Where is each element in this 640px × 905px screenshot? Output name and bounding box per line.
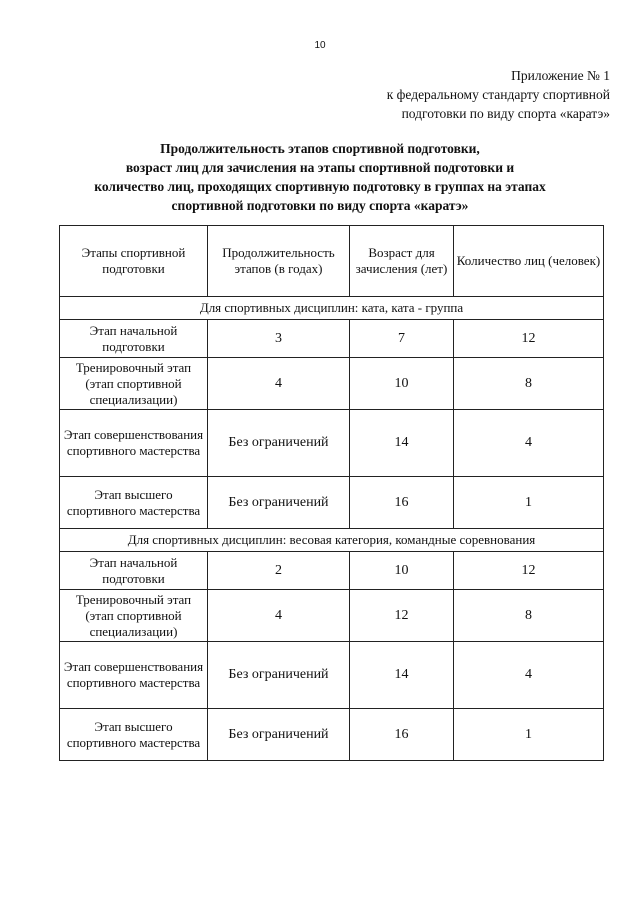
stage-cell: Этап высшего спортивного мастерства bbox=[60, 709, 208, 761]
duration-cell: 4 bbox=[208, 358, 350, 410]
duration-cell: 4 bbox=[208, 590, 350, 642]
duration-cell: 2 bbox=[208, 552, 350, 590]
appendix-line: к федеральному стандарту спортивной bbox=[386, 87, 610, 102]
header-age: Возраст для зачисления (лет) bbox=[350, 226, 454, 297]
document-title bbox=[0, 139, 640, 215]
table-row bbox=[60, 477, 604, 529]
count-cell: 4 bbox=[454, 642, 604, 709]
stage-cell: Тренировочный этап (этап спортивной специализации) bbox=[60, 358, 208, 410]
count-cell: 4 bbox=[454, 410, 604, 477]
title-line: Продолжительность этапов спортивной подготовки, bbox=[160, 141, 480, 156]
appendix-line: подготовки по виду спорта «каратэ» bbox=[401, 106, 610, 121]
count-cell: 8 bbox=[454, 590, 604, 642]
title-line: спортивной подготовки по виду спорта «каратэ» bbox=[171, 198, 469, 213]
section-title: Для спортивных дисциплин: весовая категория, командные соревнования bbox=[60, 529, 604, 552]
appendix-note bbox=[280, 66, 610, 123]
stage-cell: Этап начальной подготовки bbox=[60, 320, 208, 358]
page-number: 10 bbox=[314, 40, 326, 51]
duration-cell: Без ограничений bbox=[208, 410, 350, 477]
table-row bbox=[60, 552, 604, 590]
section-row bbox=[60, 297, 604, 320]
header-count: Количество лиц (человек) bbox=[454, 226, 604, 297]
header-stage: Этапы спортивной подготовки bbox=[60, 226, 208, 297]
header-duration: Продолжительность этапов (в годах) bbox=[208, 226, 350, 297]
duration-cell: Без ограничений bbox=[208, 642, 350, 709]
count-cell: 12 bbox=[454, 320, 604, 358]
age-cell: 7 bbox=[350, 320, 454, 358]
age-cell: 14 bbox=[350, 642, 454, 709]
table-header-row bbox=[60, 226, 604, 297]
count-cell: 1 bbox=[454, 477, 604, 529]
duration-cell: Без ограничений bbox=[208, 477, 350, 529]
stages-table bbox=[59, 225, 604, 761]
stage-cell: Этап совершенствования спортивного мастерства bbox=[60, 410, 208, 477]
age-cell: 10 bbox=[350, 358, 454, 410]
age-cell: 12 bbox=[350, 590, 454, 642]
count-cell: 1 bbox=[454, 709, 604, 761]
table-row bbox=[60, 709, 604, 761]
table-row bbox=[60, 320, 604, 358]
stage-cell: Этап высшего спортивного мастерства bbox=[60, 477, 208, 529]
duration-cell: 3 bbox=[208, 320, 350, 358]
table-row bbox=[60, 410, 604, 477]
age-cell: 10 bbox=[350, 552, 454, 590]
stage-cell: Этап начальной подготовки bbox=[60, 552, 208, 590]
age-cell: 16 bbox=[350, 709, 454, 761]
table-row bbox=[60, 590, 604, 642]
stage-cell: Этап совершенствования спортивного мастерства bbox=[60, 642, 208, 709]
count-cell: 8 bbox=[454, 358, 604, 410]
table-row bbox=[60, 642, 604, 709]
title-line: количество лиц, проходящих спортивную подготовку в группах на этапах bbox=[94, 179, 546, 194]
appendix-line: Приложение № 1 bbox=[511, 68, 610, 83]
section-row bbox=[60, 529, 604, 552]
table-row bbox=[60, 358, 604, 410]
count-cell: 12 bbox=[454, 552, 604, 590]
stage-cell: Тренировочный этап (этап спортивной специализации) bbox=[60, 590, 208, 642]
age-cell: 16 bbox=[350, 477, 454, 529]
title-line: возраст лиц для зачисления на этапы спортивной подготовки и bbox=[125, 160, 515, 175]
section-title: Для спортивных дисциплин: ката, ката - группа bbox=[60, 297, 604, 320]
age-cell: 14 bbox=[350, 410, 454, 477]
duration-cell: Без ограничений bbox=[208, 709, 350, 761]
